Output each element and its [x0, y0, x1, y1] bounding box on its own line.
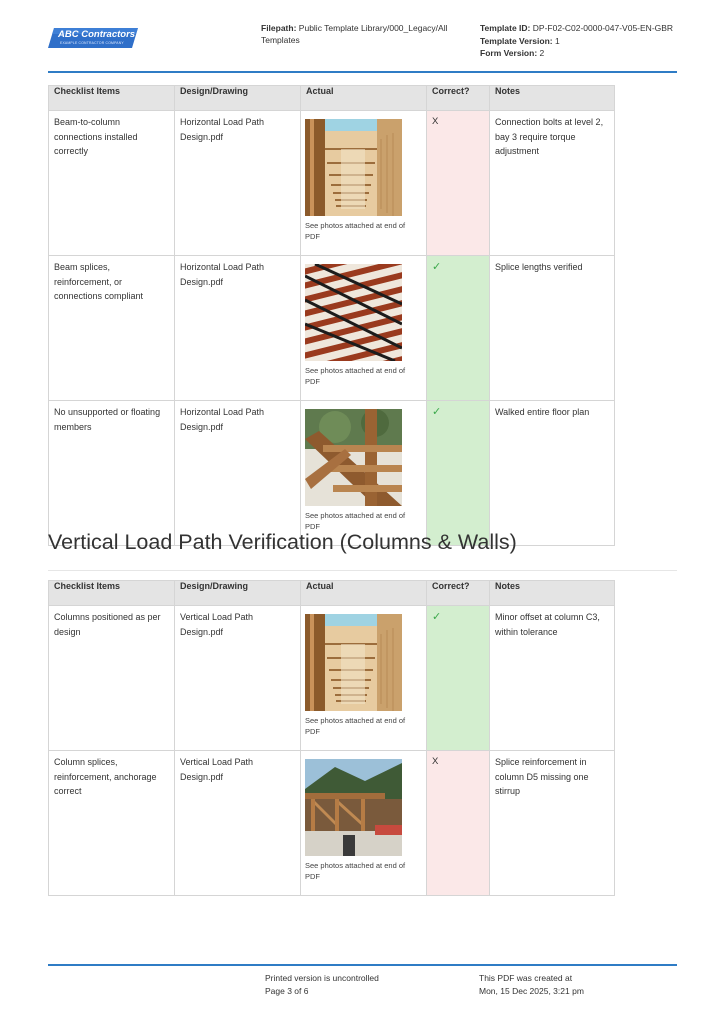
- footer-right: [479, 972, 584, 997]
- header-divider: [48, 71, 677, 73]
- table-header-row: [49, 581, 615, 606]
- table-row: [49, 111, 615, 256]
- correct-status-cell: ✓: [427, 606, 490, 751]
- col-header-notes: Notes: [490, 86, 615, 111]
- form-version-value: 2: [539, 48, 545, 58]
- correct-status-cell: X: [427, 111, 490, 256]
- actual-cell: [301, 111, 427, 256]
- template-info-block: [480, 22, 680, 60]
- table-row: [49, 256, 615, 401]
- design-drawing-link[interactable]: Horizontal Load Path Design.pdf: [175, 111, 301, 256]
- col-header-checklist-items: Checklist Items: [49, 581, 175, 606]
- roof-rafters-photo[interactable]: [305, 264, 402, 361]
- table-row: [49, 401, 615, 546]
- page-number: Page 3 of 6: [265, 985, 309, 996]
- photo-caption: See photos attached at end of PDF: [305, 221, 406, 241]
- timber-corridor-photo[interactable]: [305, 614, 402, 711]
- col-header-design-drawing: Design/Drawing: [175, 581, 301, 606]
- timber-frame-building-photo[interactable]: [305, 759, 402, 856]
- created-label: This PDF was created at: [479, 973, 573, 983]
- footer-divider: [48, 964, 677, 966]
- vertical-load-path-table: [48, 580, 615, 896]
- design-drawing-link[interactable]: Horizontal Load Path Design.pdf: [175, 256, 301, 401]
- design-drawing-link[interactable]: Horizontal Load Path Design.pdf: [175, 401, 301, 546]
- table-row: [49, 606, 615, 751]
- notes-cell: Minor offset at column C3, within tolerance: [490, 606, 615, 751]
- correct-status-cell: ✓: [427, 401, 490, 546]
- col-header-correct: Correct?: [427, 86, 490, 111]
- photo-caption: See photos attached at end of PDF: [305, 366, 406, 386]
- col-header-actual: Actual: [301, 86, 427, 111]
- notes-cell: Walked entire floor plan: [490, 401, 615, 546]
- section-divider: [48, 570, 677, 571]
- col-header-actual: Actual: [301, 581, 427, 606]
- horizontal-load-path-table: [48, 85, 615, 546]
- col-header-design-drawing: Design/Drawing: [175, 86, 301, 111]
- photo-caption: See photos attached at end of PDF: [305, 716, 406, 736]
- checklist-item: Columns positioned as per design: [49, 606, 175, 751]
- template-version-label: Template Version:: [480, 35, 553, 46]
- checklist-item: No unsupported or floating members: [49, 401, 175, 546]
- actual-cell: [301, 751, 427, 896]
- actual-cell: [301, 606, 427, 751]
- table-row: [49, 751, 615, 896]
- correct-status-cell: ✓: [427, 256, 490, 401]
- template-id-label: Template ID:: [480, 23, 531, 33]
- notes-cell: Connection bolts at level 2, bay 3 require torque adjustment: [490, 111, 615, 256]
- col-header-notes: Notes: [490, 581, 615, 606]
- footer-left: [265, 972, 379, 997]
- photo-caption: See photos attached at end of PDF: [305, 511, 406, 531]
- filepath-value: Public Template Library/000_Legacy/All Templates: [261, 23, 448, 45]
- filepath-block: [261, 22, 461, 46]
- notes-cell: Splice reinforcement in column D5 missing one stirrup: [490, 751, 615, 896]
- template-id-value: DP-F02-C02-0000-047-V05-EN-GBR: [532, 23, 674, 33]
- uncontrolled-notice: Printed version is uncontrolled: [265, 973, 379, 983]
- checklist-item: Beam-to-column connections installed correctly: [49, 111, 175, 256]
- table-header-row: [49, 86, 615, 111]
- design-drawing-link[interactable]: Vertical Load Path Design.pdf: [175, 606, 301, 751]
- pergola-beams-photo[interactable]: [305, 409, 402, 506]
- col-header-checklist-items: Checklist Items: [49, 86, 175, 111]
- section-title-vertical-load-path: Vertical Load Path Verification (Columns & Walls): [48, 530, 517, 554]
- correct-status-cell: X: [427, 751, 490, 896]
- design-drawing-link[interactable]: Vertical Load Path Design.pdf: [175, 751, 301, 896]
- notes-cell: Splice lengths verified: [490, 256, 615, 401]
- company-logo: [48, 26, 138, 50]
- actual-cell: [301, 401, 427, 546]
- timber-corridor-photo[interactable]: [305, 119, 402, 216]
- checklist-item: Beam splices, reinforcement, or connections compliant: [49, 256, 175, 401]
- created-date: Mon, 15 Dec 2025, 3:21 pm: [479, 985, 584, 996]
- template-version-value: 1: [554, 35, 560, 46]
- checklist-item: Column splices, reinforcement, anchorage correct: [49, 751, 175, 896]
- actual-cell: [301, 256, 427, 401]
- col-header-correct: Correct?: [427, 581, 490, 606]
- photo-caption: See photos attached at end of PDF: [305, 861, 406, 881]
- form-version-label: Form Version:: [480, 48, 538, 58]
- filepath-label: Filepath:: [261, 23, 297, 33]
- logo-tagline: EXAMPLE CONTRACTOR COMPANY: [60, 41, 124, 45]
- logo-text: ABC Contractors: [58, 29, 136, 40]
